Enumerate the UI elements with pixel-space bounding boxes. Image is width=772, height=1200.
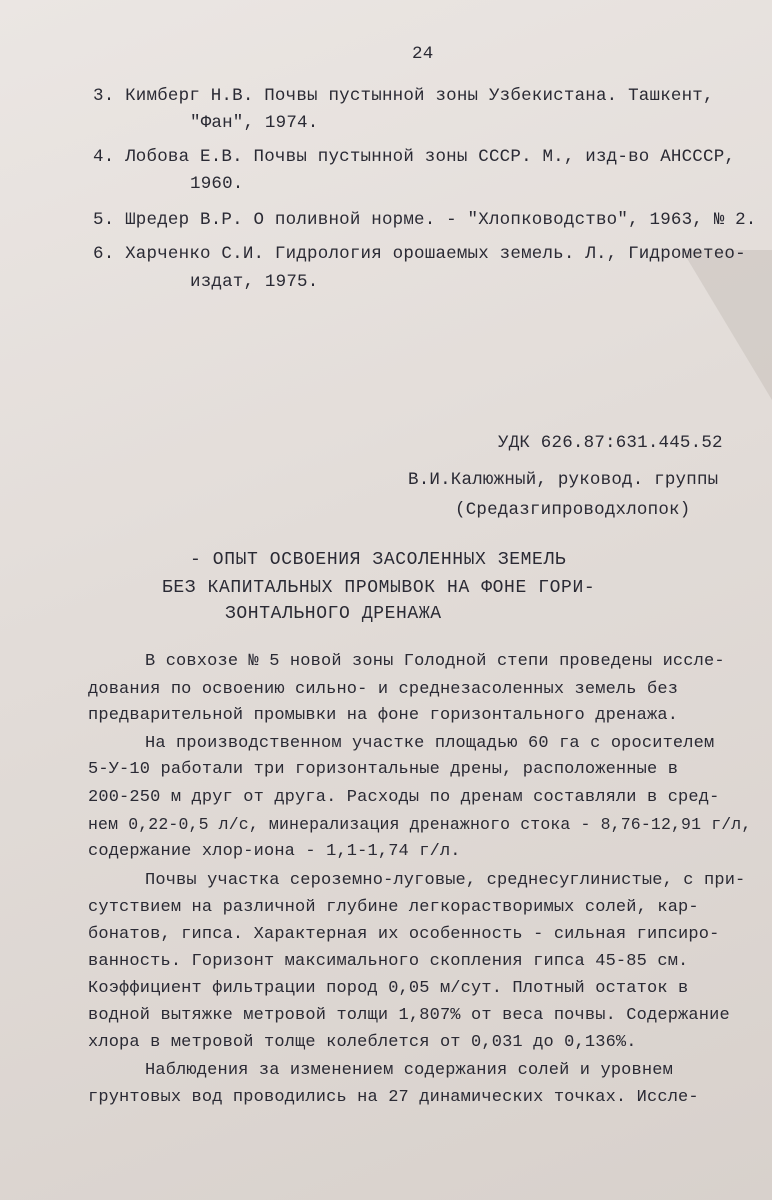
reference-item: 3. Кимберг Н.В. Почвы пустынной зоны Узбекистана. Ташкент, xyxy=(93,86,714,106)
body-line: Коэффициент фильтрации пород 0,05 м/сут. Плотный остаток в xyxy=(88,979,689,998)
reference-item: 4. Лобова Е.В. Почвы пустынной зоны СССР. М., изд-во АНСССР, xyxy=(93,147,736,167)
page-number: 24 xyxy=(412,44,434,64)
body-line: Почвы участка сероземно-луговые, среднесуглинистые, с при- xyxy=(145,871,746,890)
body-line: содержание хлор-иона - 1,1-1,74 г/л. xyxy=(88,842,461,861)
reference-item-continuation: "Фан", 1974. xyxy=(190,113,319,133)
title-line: ЗОНТАЛЬНОГО ДРЕНАЖА xyxy=(225,604,442,624)
body-line: предварительной промывки на фоне горизонтального дренажа. xyxy=(88,706,679,725)
body-line: грунтовых вод проводились на 27 динамических точках. Иссле- xyxy=(88,1088,699,1107)
reference-item: 6. Харченко С.И. Гидрология орошаемых земель. Л., Гидрометео- xyxy=(93,244,746,264)
body-line: хлора в метровой толще колеблется от 0,031 до 0,136%. xyxy=(88,1033,637,1052)
author-line: В.И.Калюжный, руковод. группы xyxy=(408,470,719,490)
body-line: дования по освоению сильно- и среднезасоленных земель без xyxy=(88,680,679,699)
body-line: водной вытяжке метровой толщи 1,807% от веса почвы. Содержание xyxy=(88,1006,730,1025)
body-line: ванность. Горизонт максимального скопления гипса 45-85 см. xyxy=(88,952,689,971)
organization-line: (Средазгипроводхлопок) xyxy=(455,500,691,520)
reference-item-continuation: издат, 1975. xyxy=(190,272,319,292)
body-line: На производственном участке площадью 60 га с оросителем xyxy=(145,734,715,753)
body-line: сутствием на различной глубине легкорастворимых солей, кар- xyxy=(88,898,699,917)
udc-code: УДК 626.87:631.445.52 xyxy=(498,433,723,453)
body-line: 200-250 м друг от друга. Расходы по дренам составляли в сред- xyxy=(88,788,720,807)
body-line: 5-У-10 работали три горизонтальные дрены, расположенные в xyxy=(88,760,679,779)
reference-item: 5. Шредер В.Р. О поливной норме. - "Хлопководство", 1963, № 2. xyxy=(93,210,757,230)
title-line: БЕЗ КАПИТАЛЬНЫХ ПРОМЫВОК НА ФОНЕ ГОРИ- xyxy=(162,578,596,598)
title-line: - ОПЫТ ОСВОЕНИЯ ЗАСОЛЕННЫХ ЗЕМЕЛЬ xyxy=(190,550,567,570)
reference-item-continuation: 1960. xyxy=(190,174,244,194)
body-line: нем 0,22-0,5 л/с, минерализация дренажного стока - 8,76-12,91 г/л, xyxy=(88,815,752,834)
page-fold xyxy=(682,250,772,400)
body-line: Наблюдения за изменением содержания солей и уровнем xyxy=(145,1061,673,1080)
body-line: бонатов, гипса. Характерная их особенность - сильная гипсиро- xyxy=(88,925,720,944)
body-line: В совхозе № 5 новой зоны Голодной степи проведены иссле- xyxy=(145,652,725,671)
